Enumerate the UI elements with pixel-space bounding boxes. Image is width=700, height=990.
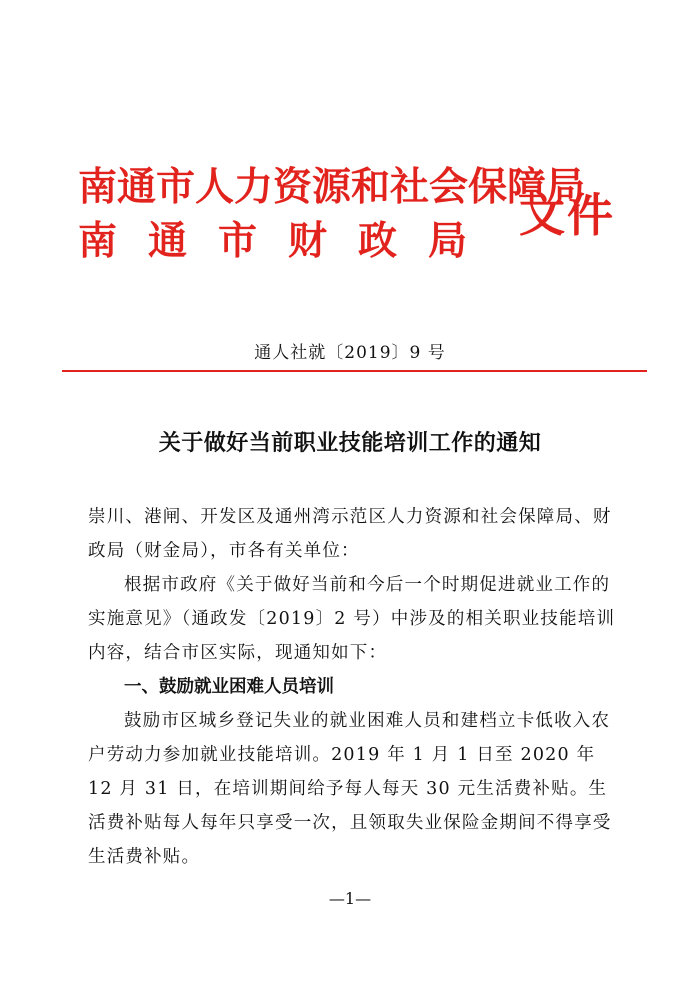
issuer-name-line-1: 南通市人力资源和社会保障局 — [78, 164, 586, 210]
document-title: 关于做好当前职业技能培训工作的通知 — [158, 430, 542, 456]
document-number: 通人社就〔2019〕9 号 — [254, 343, 446, 363]
document-type-label: 文件 — [519, 188, 615, 242]
body-paragraph-1: 根据市政府《关于做好当前和今后一个时期促进就业工作的实施意见》（通政发〔2019〕2 号）中涉及的相关职业技能培训内容，结合市区实际，现通知如下： — [88, 575, 616, 663]
red-divider-line — [62, 370, 647, 372]
section-heading-1: 一、鼓励就业困难人员培训 — [124, 677, 334, 697]
issuer-name-line-2: 南通市财政局 — [78, 218, 499, 264]
page-number: —1— — [328, 889, 372, 908]
body-paragraph-2: 鼓励市区城乡登记失业的就业困难人员和建档立卡低收入农户劳动力参加就业技能培训。2019 年 1 月 1 日至 2020 年 12 月 31 日，在培训期间给予每人每天 30 元生活费补贴。生活费补贴每人每年只享受一次，且领取失业保险金期间不得享受生活费补贴。 — [88, 711, 612, 867]
addressee: 崇川、港闸、开发区及通州湾示范区人力资源和社会保障局、财政局（财金局），市各有关单位： — [88, 507, 612, 561]
